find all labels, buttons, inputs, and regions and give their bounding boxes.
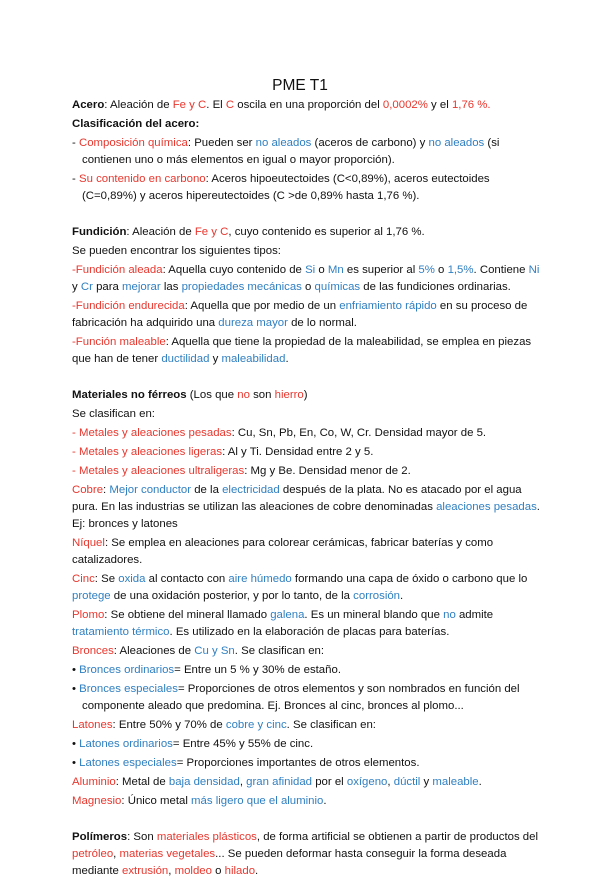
text-run: : Se emplea en aleaciones para colorear cerámicas, fabricar baterías y como catalizadores. [72, 537, 494, 566]
heading-term: Clasificación del acero: [72, 118, 200, 130]
text-run: (si contienen uno o más elementos en igual o mayor proporción). [82, 137, 500, 166]
highlight-blue: galena [270, 609, 305, 621]
highlight-red: - Metales y aleaciones ligeras [72, 446, 223, 458]
highlight-blue: Cr [80, 281, 93, 293]
text-run: y [420, 776, 433, 788]
highlight-blue: baja densidad [168, 776, 240, 788]
text-run: : Aquella cuyo contenido de [162, 264, 306, 276]
paragraph [72, 571, 542, 605]
text-run: = Proporciones de otros elementos y son nombrados en función del componente aleado que predomina. Ej. Bronces al cinc, bronces al plomo... [82, 683, 520, 712]
text-run: o [301, 281, 315, 293]
paragraph [72, 298, 542, 332]
highlight-red: Bronces [72, 645, 114, 657]
text-run: oscila en una proporción del [234, 99, 383, 111]
text-run: para [92, 281, 123, 293]
text-run: : Aquella que tiene la propiedad de la maleabilidad, se emplea en piezas que han de tener [72, 336, 532, 365]
highlight-red: extrusión [122, 865, 169, 877]
paragraph [72, 535, 542, 569]
heading-term: Fundición [72, 226, 127, 238]
paragraph [72, 736, 542, 753]
paragraph [72, 224, 542, 241]
text-run: , [387, 776, 394, 788]
highlight-blue: oxida [118, 573, 146, 585]
text-run: , [239, 776, 247, 788]
text-run: = Entre 45% y 55% de cinc. [172, 738, 314, 750]
text-run: • [72, 683, 80, 695]
paragraph [72, 717, 542, 734]
text-run: . Se clasifican en: [286, 719, 376, 731]
paragraph-gap [72, 812, 542, 829]
highlight-red: materiales plásticos [156, 831, 257, 843]
text-run: o [211, 865, 225, 877]
highlight-blue: electricidad [222, 484, 280, 496]
text-run: : Aquella que por medio de un [184, 300, 340, 312]
text-run: (aceros de carbono) y [311, 137, 429, 149]
document-body [72, 97, 542, 882]
text-run: : Pueden ser [187, 137, 256, 149]
text-run: : Se [94, 573, 119, 585]
text-run: . Ej: bronces y latones [72, 501, 540, 530]
text-run: : Entre 50% y 70% de [112, 719, 226, 731]
text-run: al contacto con [145, 573, 229, 585]
text-run: en su proceso de fabricación ha adquirido una [72, 300, 528, 329]
text-run: . El [206, 99, 226, 111]
text-run: . Es utilizado en la elaboración de placas para baterías. [169, 626, 450, 638]
text-run: , cuyo contenido es superior al 1,76 %. [228, 226, 425, 238]
highlight-red: petróleo [72, 848, 114, 860]
highlight-blue: tratamiento térmico [72, 626, 170, 638]
document-title: PME T1 [272, 77, 328, 94]
heading-term: Acero [72, 99, 105, 111]
text-run: de las fundiciones ordinarias. [360, 281, 511, 293]
text-run: y [209, 353, 222, 365]
text-run: es superior al [343, 264, 419, 276]
text-run: . [478, 776, 482, 788]
text-run: . Es un mineral blando que [304, 609, 444, 621]
text-run: de la [191, 484, 223, 496]
highlight-blue: Ni [528, 264, 540, 276]
text-run: por el [312, 776, 347, 788]
highlight-blue: mejorar [122, 281, 161, 293]
paragraph [72, 607, 542, 641]
paragraph [72, 425, 542, 442]
highlight-blue: protege [72, 590, 111, 602]
text-run: (Los que [186, 389, 238, 401]
highlight-blue: químicas [314, 281, 361, 293]
paragraph [72, 463, 542, 480]
highlight-blue: Bronces especiales [79, 683, 178, 695]
text-run: o [434, 264, 448, 276]
text-run: : Cu, Sn, Pb, En, Co, W, Cr. Densidad mayor de 5. [231, 427, 487, 439]
highlight-red: hilado [224, 865, 256, 877]
highlight-blue: 1,5% [447, 264, 474, 276]
paragraph [72, 793, 542, 810]
highlight-red: materias vegetales [119, 848, 216, 860]
highlight-blue: cobre y cinc [225, 719, 287, 731]
highlight-blue: propiedades mecánicas [181, 281, 302, 293]
text-run: : Al y Ti. Densidad entre 2 y 5. [222, 446, 374, 458]
highlight-red: no [237, 389, 250, 401]
text-run: , [168, 865, 175, 877]
highlight-red: Fe y C [172, 99, 207, 111]
paragraph [72, 643, 542, 660]
text-run: . [323, 795, 327, 807]
paragraph [72, 755, 542, 772]
text-run: : Se obtiene del mineral llamado [104, 609, 271, 621]
highlight-blue: corrosión [353, 590, 401, 602]
text-run: . [255, 865, 259, 877]
highlight-blue: Mejor conductor [109, 484, 192, 496]
paragraph-gap [72, 207, 542, 224]
highlight-blue: no [443, 609, 456, 621]
paragraph [72, 334, 542, 368]
highlight-blue: ductilidad [161, 353, 210, 365]
paragraph [72, 681, 542, 715]
text-run: : Mg y Be. Densidad menor de 2. [244, 465, 411, 477]
highlight-blue: Mn [327, 264, 344, 276]
text-run: y [72, 281, 81, 293]
paragraph [72, 243, 542, 260]
paragraph [72, 774, 542, 791]
highlight-red: hierro [274, 389, 304, 401]
text-run: . [400, 590, 404, 602]
highlight-red: 1,76 %. [451, 99, 491, 111]
text-run: , [113, 848, 120, 860]
paragraph [72, 662, 542, 679]
text-run: admite [455, 609, 494, 621]
paragraph-gap [72, 370, 542, 387]
highlight-blue: no aleados [428, 137, 485, 149]
highlight-blue: más ligero que el aluminio [191, 795, 324, 807]
highlight-red: -Fundición endurecida [72, 300, 185, 312]
text-run: • [72, 738, 80, 750]
highlight-red: -Fundición aleada [72, 264, 163, 276]
highlight-blue: dúctil [393, 776, 421, 788]
text-run: de una oxidación posterior, y por lo tanto, de la [110, 590, 354, 602]
highlight-red: Cobre [72, 484, 104, 496]
highlight-blue: no aleados [255, 137, 312, 149]
highlight-blue: dureza mayor [218, 317, 288, 329]
paragraph [72, 116, 542, 133]
highlight-red: moldeo [174, 865, 212, 877]
highlight-red: Plomo [72, 609, 105, 621]
paragraph [72, 482, 542, 533]
highlight-red: Níquel [72, 537, 105, 549]
highlight-blue: aleaciones pesadas [436, 501, 537, 513]
highlight-red: Latones [72, 719, 113, 731]
text-run: : [103, 484, 110, 496]
highlight-red: Fe y C [194, 226, 229, 238]
text-run: = Proporciones importantes de otros elementos. [176, 757, 420, 769]
text-run: • [72, 757, 80, 769]
text-run: las [160, 281, 182, 293]
highlight-blue: Latones especiales [79, 757, 177, 769]
paragraph [72, 387, 542, 404]
text-run: - [72, 173, 79, 185]
highlight-blue: Cu y Sn [194, 645, 235, 657]
paragraph [72, 262, 542, 296]
text-run: = Entre un 5 % y 30% de estaño. [174, 664, 341, 676]
text-run: , de forma artificial se obtienen a partir de productos del [256, 831, 538, 843]
text-run: • [72, 664, 80, 676]
highlight-blue: enfriamiento rápido [339, 300, 437, 312]
highlight-red: -Función maleable [72, 336, 166, 348]
heading-term: Polímeros [72, 831, 128, 843]
text-run: de lo normal. [287, 317, 357, 329]
text-run: : Aleación de [104, 99, 173, 111]
highlight-blue: gran afinidad [246, 776, 313, 788]
highlight-blue: maleable [432, 776, 479, 788]
highlight-red: - Metales y aleaciones pesadas [72, 427, 232, 439]
text-run: : Aceros hipoeutectoides (C<0,89%), aceros eutectoides (C=0,89%) y aceros hipereutectoides (C >de 0,89% hasta 1,76 %). [82, 173, 490, 202]
highlight-blue: 5% [418, 264, 435, 276]
paragraph [72, 135, 542, 169]
text-run: : Son [127, 831, 157, 843]
highlight-red: Cinc [72, 573, 95, 585]
paragraph [72, 406, 542, 423]
highlight-blue: aire húmedo [228, 573, 292, 585]
heading-term: Materiales no férreos [72, 389, 187, 401]
highlight-red: Su contenido en carbono [78, 173, 206, 185]
text-run: ) [303, 389, 308, 401]
highlight-red: - Metales y aleaciones ultraligeras [72, 465, 245, 477]
text-run: o [315, 264, 328, 276]
paragraph [72, 171, 542, 205]
text-run: : Único metal [121, 795, 192, 807]
text-run: después de la plata. No es atacado por el agua pura. En las industrias se utilizan las aleaciones de cobre denominadas [72, 484, 522, 513]
text-run: : Aleación de [126, 226, 195, 238]
text-run: son [249, 389, 275, 401]
highlight-red: Magnesio [72, 795, 122, 807]
text-run: . Contiene [473, 264, 529, 276]
text-run: . [285, 353, 289, 365]
paragraph [72, 444, 542, 461]
highlight-blue: Si [305, 264, 316, 276]
highlight-blue: Latones ordinarios [79, 738, 173, 750]
text-run: : Aleaciones de [113, 645, 195, 657]
text-run: . Se clasifican en: [234, 645, 325, 657]
text-run: ... Se pueden deformar hasta conseguir la forma deseada mediante [72, 848, 507, 877]
highlight-red: Composición química [78, 137, 188, 149]
highlight-blue: maleabilidad [221, 353, 286, 365]
highlight-red: 0,0002% [382, 99, 428, 111]
highlight-red: Aluminio [72, 776, 116, 788]
text-run: Se pueden encontrar los siguientes tipos: [72, 245, 281, 257]
text-run: Se clasifican en: [72, 408, 155, 420]
text-run: y el [427, 99, 452, 111]
text-run: - [72, 137, 79, 149]
paragraph [72, 829, 542, 880]
highlight-red: C [225, 99, 235, 111]
paragraph [72, 97, 542, 114]
text-run: formando una capa de óxido o carbono que lo [291, 573, 528, 585]
highlight-blue: Bronces ordinarios [79, 664, 175, 676]
highlight-blue: oxígeno [346, 776, 388, 788]
text-run: : Metal de [115, 776, 169, 788]
